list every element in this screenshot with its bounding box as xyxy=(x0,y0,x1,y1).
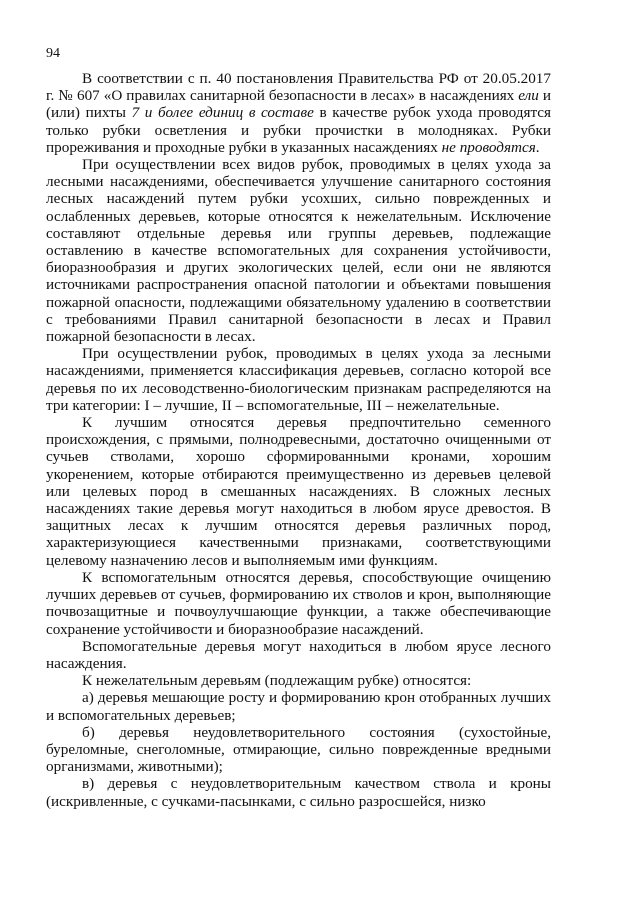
body-paragraph xyxy=(46,70,551,156)
body-paragraph xyxy=(46,345,551,414)
text-segment: К вспомогательным относятся деревья, способствующие очищению лучших деревьев от сучьев, формированию их стволов и крон, выполняющие почвозащитные и почвоулучшающие функции, а также обеспечивающие сохранение устойчивости и биоразнообразие насаждений. xyxy=(46,568,551,638)
text-segment: При осуществлении рубок, проводимых в целях ухода за лесными насаждениями, применяется классификация деревьев, согласно которой все деревья по их лесоводственно-биологическим признакам распределяются на три категории: I – лучшие, II – вспомогательные, III – нежелательные. xyxy=(46,345,551,414)
body-paragraph xyxy=(46,569,551,638)
body-paragraph xyxy=(46,414,551,569)
body-paragraph xyxy=(46,724,551,776)
text-segment: и (или) пихты xyxy=(46,87,551,122)
body-paragraph xyxy=(46,689,551,723)
italic-text-segment: ели xyxy=(518,87,539,105)
document-body xyxy=(46,70,551,810)
body-paragraph xyxy=(46,156,551,345)
body-paragraph xyxy=(46,638,551,672)
body-paragraph xyxy=(46,775,551,809)
body-paragraph xyxy=(46,672,551,689)
text-segment: В соответствии с п. 40 постановления Правительства РФ от 20.05.2017 г. № 607 «О правилах санитарной безопасности в лесах» в насаждениях xyxy=(46,70,551,105)
text-segment: а) деревья мешающие росту и формированию крон отобранных лучших и вспомогательных деревьев; xyxy=(46,689,551,724)
text-segment: К лучшим относятся деревья предпочтительно семенного происхождения, с прямыми, полнодревесными, достаточно очищенными от сучьев стволами, хорошо сформированными кронами, хорошим укоренением, которые отбираются преимущественно из деревьев целевой или целевых пород в смешанных насаждениях. В сложных лесных насаждениях такие деревья могут находиться в любом ярусе древостоя. В защитных лесах к лучшим относятся деревья различных пород, характеризующиеся качественными признаками, соответствующими целевому назначению лесов и выполняемым ими функциям. xyxy=(46,414,551,569)
text-segment: . xyxy=(535,138,540,156)
italic-text-segment: 7 и более единиц в составе xyxy=(131,104,314,122)
text-segment: Вспомогательные деревья могут находиться в любом ярусе лесного насаждения. xyxy=(46,637,551,672)
text-segment: К нежелательным деревьям (подлежащим рубке) относятся: xyxy=(82,672,472,690)
text-segment: При осуществлении всех видов рубок, проводимых в целях ухода за лесными насаждениями, обеспечивается улучшение санитарного состояния лесных насаждений путем рубки усохших, сильно поврежденных и ослабленных деревьев, которые относятся к нежелательным. Исключение составляют отдельные деревья или группы деревьев, подлежащие оставлению в качестве вспомогательных для сохранения устойчивости, биоразнообразия и других экологических целей, если они не являются источниками распространения опасной патологии и объектами повышения пожарной опасности, подлежащими обязательному удалению в соответствии с требованиями Правил санитарной безопасности в лесах и Правил пожарной безопасности в лесах. xyxy=(46,156,551,346)
text-segment: б) деревья неудовлетворительного состояния (сухостойные, буреломные, снеголомные, отмирающие, сильно поврежденные вредными организмами, животными); xyxy=(46,723,551,776)
text-segment: в качестве рубок ухода проводятся только рубки осветления и рубки прочистки в молодняках. Рубки прореживания и проходные рубки в указанных насаждениях xyxy=(46,104,551,156)
text-segment: в) деревья с неудовлетворительным качеством ствола и кроны (искривленные, с сучками-пасынками, с сильно разросшейся, низко xyxy=(46,775,551,810)
italic-text-segment: не проводятся xyxy=(441,138,536,156)
page-number: 94 xyxy=(46,46,60,61)
